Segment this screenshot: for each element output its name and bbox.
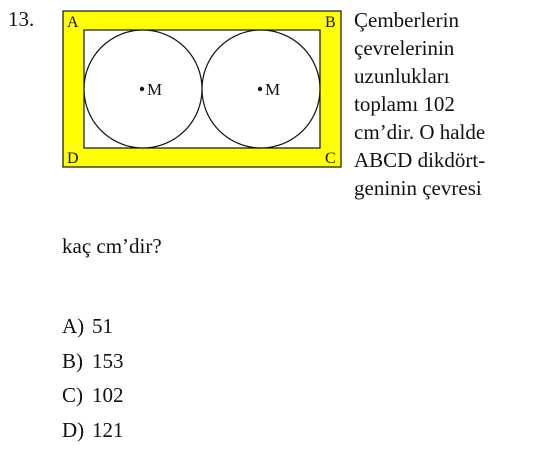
question-line: toplamı 102 — [354, 92, 455, 116]
question-line: ABCD dikdört- — [354, 148, 486, 172]
question-line: cm’dir. O halde — [354, 120, 486, 144]
question-number: 13. — [8, 7, 35, 31]
question-line: uzunlukları — [354, 64, 450, 88]
left-center-label: M — [147, 80, 163, 99]
corner-b-label: B — [325, 14, 336, 31]
option-b[interactable] — [62, 344, 124, 379]
corner-d-label: D — [67, 150, 79, 167]
rectangle-circles-diagram — [62, 10, 342, 168]
left-center-dot — [140, 87, 144, 91]
right-center-dot — [258, 87, 262, 91]
question-line: Çemberlerin — [354, 8, 459, 32]
option-letter: A) — [62, 314, 85, 338]
corner-a-label: A — [67, 14, 79, 31]
option-value: 121 — [92, 417, 124, 442]
option-value: 51 — [92, 314, 113, 338]
option-letter: B) — [62, 348, 83, 373]
option-a[interactable] — [62, 309, 124, 344]
question-line: çevrelerinin — [354, 36, 455, 60]
corner-c-label: C — [325, 150, 336, 167]
answer-options — [62, 309, 124, 447]
option-value: 102 — [92, 383, 124, 407]
question-text — [354, 6, 554, 202]
right-center-label: M — [265, 80, 281, 99]
option-c[interactable] — [62, 378, 124, 413]
option-letter: C) — [62, 383, 83, 407]
question-continuation: kaç cm’dir? — [62, 234, 162, 258]
option-d[interactable] — [62, 413, 124, 448]
option-value: 153 — [92, 348, 124, 373]
option-letter: D) — [62, 417, 85, 442]
question-line: geninin çevresi — [354, 176, 482, 200]
rectangle-figure — [62, 10, 342, 168]
